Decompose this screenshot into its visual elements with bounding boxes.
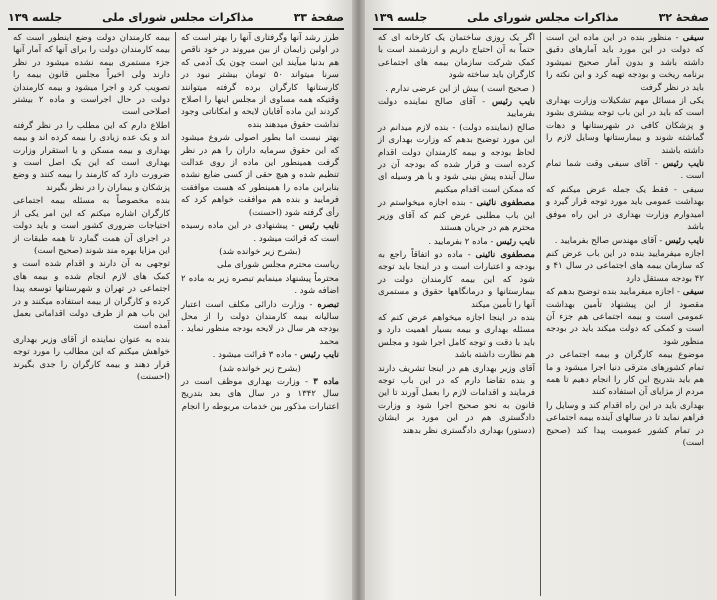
speaker-name: نایب رئیس	[298, 221, 339, 232]
speech-text: - ماده ۲ بفرمایید .	[428, 236, 497, 247]
speaker-line	[378, 197, 535, 234]
speaker-name: مصطفوی نائینی	[475, 249, 535, 260]
note-line	[181, 299, 339, 349]
note-text: - وزارت دارائی مکلف است اعتبار سالیانه بیمه کارمندان دولت را از محل بودجه هر سال در لایحه بودجه منظور نماید . محمد	[181, 299, 339, 347]
paragraph: بهداری باید در این راه اقدام کند و وسایل را فراهم نماید تا در سالهای آینده بیمه اجتماعی در تمام کشور عمومیت پیدا کند (صحیح است)	[546, 400, 704, 448]
page-header	[8, 6, 344, 30]
page-number: صفحهٔ ۳۳	[293, 10, 344, 24]
paragraph: بنده در اینجا اجازه میخواهم عرض کنم که مسئله بهداری و بیمه بسیار اهمیت دارد و باید با دقت و توجه کامل اجرا شود و مجلس هم نظارت داشته باشد	[378, 312, 535, 361]
speech-text: - منظور بنده در این ماده این است که دولت در این مورد باید آمارهای دقیق داشته باشد و بدون آمار صحیح نمیشود برنامه ریخت و بودجه تهیه کرد و این نکته را باید در نظر گرفت	[546, 33, 704, 93]
paragraph: سیفی - فقط یک جمله عرض میکنم که بهداشت عمومی باید مورد توجه قرار گیرد و امیدوارم وزارت بهداری در این راه موفق باشد	[546, 184, 704, 233]
publication-title: مذاکرات مجلس شورای ملی	[467, 10, 619, 24]
speech-text: - ماده ۳ قرائت میشود .	[212, 350, 301, 361]
note-label: تبصره	[317, 299, 339, 310]
page-32	[365, 0, 717, 600]
session-number: جلسه ۱۳۹	[8, 10, 63, 24]
reading-note: (بشرح زیر خوانده شد)	[219, 363, 301, 374]
speaker-line	[378, 236, 535, 248]
speech-text: - اجازه میفرمایید بنده توضیح بدهم که مقصود از این پیشنهاد تأمین بهداشت عمومی است و بیمه اجتماعی هم جزء آن است و کمکی که دولت میکند باید در بودجه منظور شود	[546, 287, 704, 347]
speaker-name: نایب رئیس	[491, 97, 535, 108]
left-column	[373, 32, 541, 596]
speech-text: - آقای مهندس صالح بفرمایید .	[554, 235, 666, 246]
paragraph: یکی از مسائل مهم تشکیلات وزارت بهداری است که باید در این باب توجه بیشتری بشود و پزشکان کافی در شهرستانها و دهات گماشته شوند و بیمارستانها وسایل لازم را داشته باشند	[546, 96, 704, 156]
speech-text: - بنده اجازه میخواستم در این باب مطلبی عرض کنم که آقای وزیر محترم هم در جریان هستند	[378, 198, 535, 234]
book-gutter	[352, 0, 365, 600]
speaker-line	[546, 235, 704, 247]
speech-text: - آقای صالح نماینده دولت بفرمایید	[378, 97, 535, 120]
article-text: - وزارت بهداری موظف است در سال ۱۳۴۲ و در سال های بعد بتدریج اعتبارات مذکور بین خدمات مربوطه را انجام	[181, 376, 339, 412]
speaker-line	[181, 220, 339, 245]
addressee: ریاست محترم مجلس شورای ملی	[217, 260, 339, 271]
page-33	[0, 0, 352, 600]
paragraph: صالح (نماینده دولت) - بنده لازم میدانم در این مورد توضیح بدهم که وزارت بهداری از لحاظ بودجه و بیمه کارمندان دولت اقدام کرده است و قرار شده که بودجه آن در سال آینده پیش بینی شود و با هر وسیله ای که ممکن است اقدام میکنیم	[378, 122, 535, 195]
speaker-name: مصطفوی نائینی	[476, 198, 535, 209]
speech-text: - پیشنهادی در این ماده رسیده است که قرائت میشود .	[181, 221, 339, 244]
paragraph: موضوع بیمه کارگران و بیمه اجتماعی در تمام کشورهای مترقی دنیا اجرا میشود و ما هم باید بتدریج این کار را انجام دهیم تا همه مردم از مزایای آن استفاده کنند	[546, 350, 704, 398]
paragraph: بنده به عنوان نماینده از آقای وزیر بهداری خواهش میکنم که این مطالب را مورد توجه قرار دهند و بیمه کارگران را جدی بگیرند (احسنت)	[13, 334, 170, 382]
article-label: ماده ۳	[313, 376, 339, 387]
reading-note: (بشرح زیر خوانده شد)	[219, 246, 301, 257]
speaker-line	[546, 286, 704, 348]
right-column	[176, 32, 344, 596]
paragraph: اگر یک روزی ساختمان یک کارخانه ای که حتماً به آن احتیاج داریم و ارزشمند است با کمک شرکت سازمان بیمه های اجتماعی کارگران باید ساخته شود	[378, 33, 535, 81]
left-column	[8, 32, 176, 596]
paragraph: آقای وزیر بهداری هم در اینجا تشریف دارند و بنده تقاضا دارم که در این باب توجه فرمایند و اقدامات لازم را بعمل آورند تا این قانون به نحو صحیح اجرا شود و وزارت دادگستری هم در این مورد بر ایشان (دستور) بهداری دادگستری نظر بدهند	[378, 363, 535, 436]
speaker-line	[378, 249, 535, 311]
session-number: جلسه ۱۳۹	[373, 10, 428, 24]
text-columns	[373, 32, 709, 596]
paragraph: بیمه کارمندان دولت وضع اینطور است که بیمه کارمندان دولت را برای آنها که آمار آنها جزء مستمری بیمه نشده میشود در نظر دارند ولی اخیراً مجلس قانون بیمه را تصویب کرد و اجرا میشود و بیمه کارمندان دولت در حال اجراست و ماده ۲ بیشتر اصلاحی است	[13, 33, 171, 118]
speaker-name: نایب رئیس	[496, 236, 535, 247]
speaker-line	[546, 158, 704, 183]
paragraph: بهتر نیست اما بطور اصولی شروع میشود که این حقوق سرمایه داران را هم در نظر گرفت همینطور این ماده از روی عدالت تنظیم شده و هیچ حقی از کسی ضایع نشده بنابراین ماده را همینطور که هست موافقت فرمایید و بنده هم موافقت خواهم کرد که رأی گرفته شود (احسنت)	[181, 133, 339, 218]
paragraph: توجهی به آن دارند و اقدام شده است و کمک های لازم انجام شده و بیمه های اجتماعی در تهران و شهرستانها توسعه پیدا کرده و کارگران از بیمه استفاده میکنند و در این باب هم از طرف دولت اقداماتی بعمل آمده است	[13, 259, 170, 332]
speaker-name: سیفی	[682, 33, 704, 43]
speaker-name: سیفی	[682, 287, 704, 298]
speaker-line	[378, 96, 535, 121]
publication-title: مذاکرات مجلس شورای ملی	[102, 10, 254, 24]
paragraph: اجازه میفرمایید بنده در این باب عرض کنم که سازمان بیمه های اجتماعی در سال ۴۱ و ۴۲ بودجه مستقل دارد	[546, 248, 704, 284]
paragraph: اطلاع دارم که این مطلب را در نظر گرفته اند و یک عده زیادی را بیمه کرده اند و بیمه بهداری و بیمه مسکن و یا استقرار وزارت بهداری است که این یک اصل است و ضرورت دارد که کارمند را بیمه کنند و وضع پزشکان و بیماران را در نظر بگیرند	[13, 120, 170, 193]
speaker-line	[546, 32, 704, 94]
speech-text: - آقای سیفی وقت شما تمام است .	[546, 159, 704, 182]
page-number: صفحهٔ ۳۲	[658, 10, 709, 24]
text-columns	[8, 32, 344, 596]
paragraph: محترماً پیشنهاد مینمایم تبصره زیر به ماده ۲ اضافه شود .	[181, 273, 339, 297]
speaker-name: نایب رئیس	[665, 235, 704, 246]
article-line	[181, 376, 339, 413]
paragraph: بنده مخصوصاً به مسئله بیمه اجتماعی کارگران اشاره میکنم که این امر یکی از احتیاجات ضروری کشور است و باید دولت در اجرای آن همت گمارد تا همه طبقات از این مزایا بهره مند شوند (صحیح است)	[13, 196, 170, 256]
speaker-name: نایب رئیس	[300, 350, 339, 361]
speaker-line	[181, 349, 339, 361]
right-column	[541, 32, 709, 596]
page-header	[373, 6, 709, 30]
speech-text: - ماده دو اتفاقاً راجع به بودجه و اعتبارات است و در اینجا باید توجه شود که این بیمه کارمندان دولت در بیمارستانها و درمانگاهها حقوق و مستمری آنها را تأمین میکند	[378, 249, 535, 310]
paragraph: ( صحیح است ) بیش از این عرضی ندارم .	[385, 83, 535, 94]
speaker-name: نایب رئیس	[662, 159, 704, 170]
paragraph: طرز رشد آنها وگرفتاری آنها را بهتر است که در اولین زایمان از بین میروند در خود ناقص هم بدنیا میآیند این است چون یک آدمی که سرنا میتواند ۵۰ تومان بیشتر نبود در کارستانها کارگران برده گرفته میتوانند وقتیکه همه مساوی از مجلس اینها را اصلاح کردند این ماده آقایان لایحه و امکاناتی وجود نداشت حقوق میدهند بنده	[181, 33, 339, 130]
